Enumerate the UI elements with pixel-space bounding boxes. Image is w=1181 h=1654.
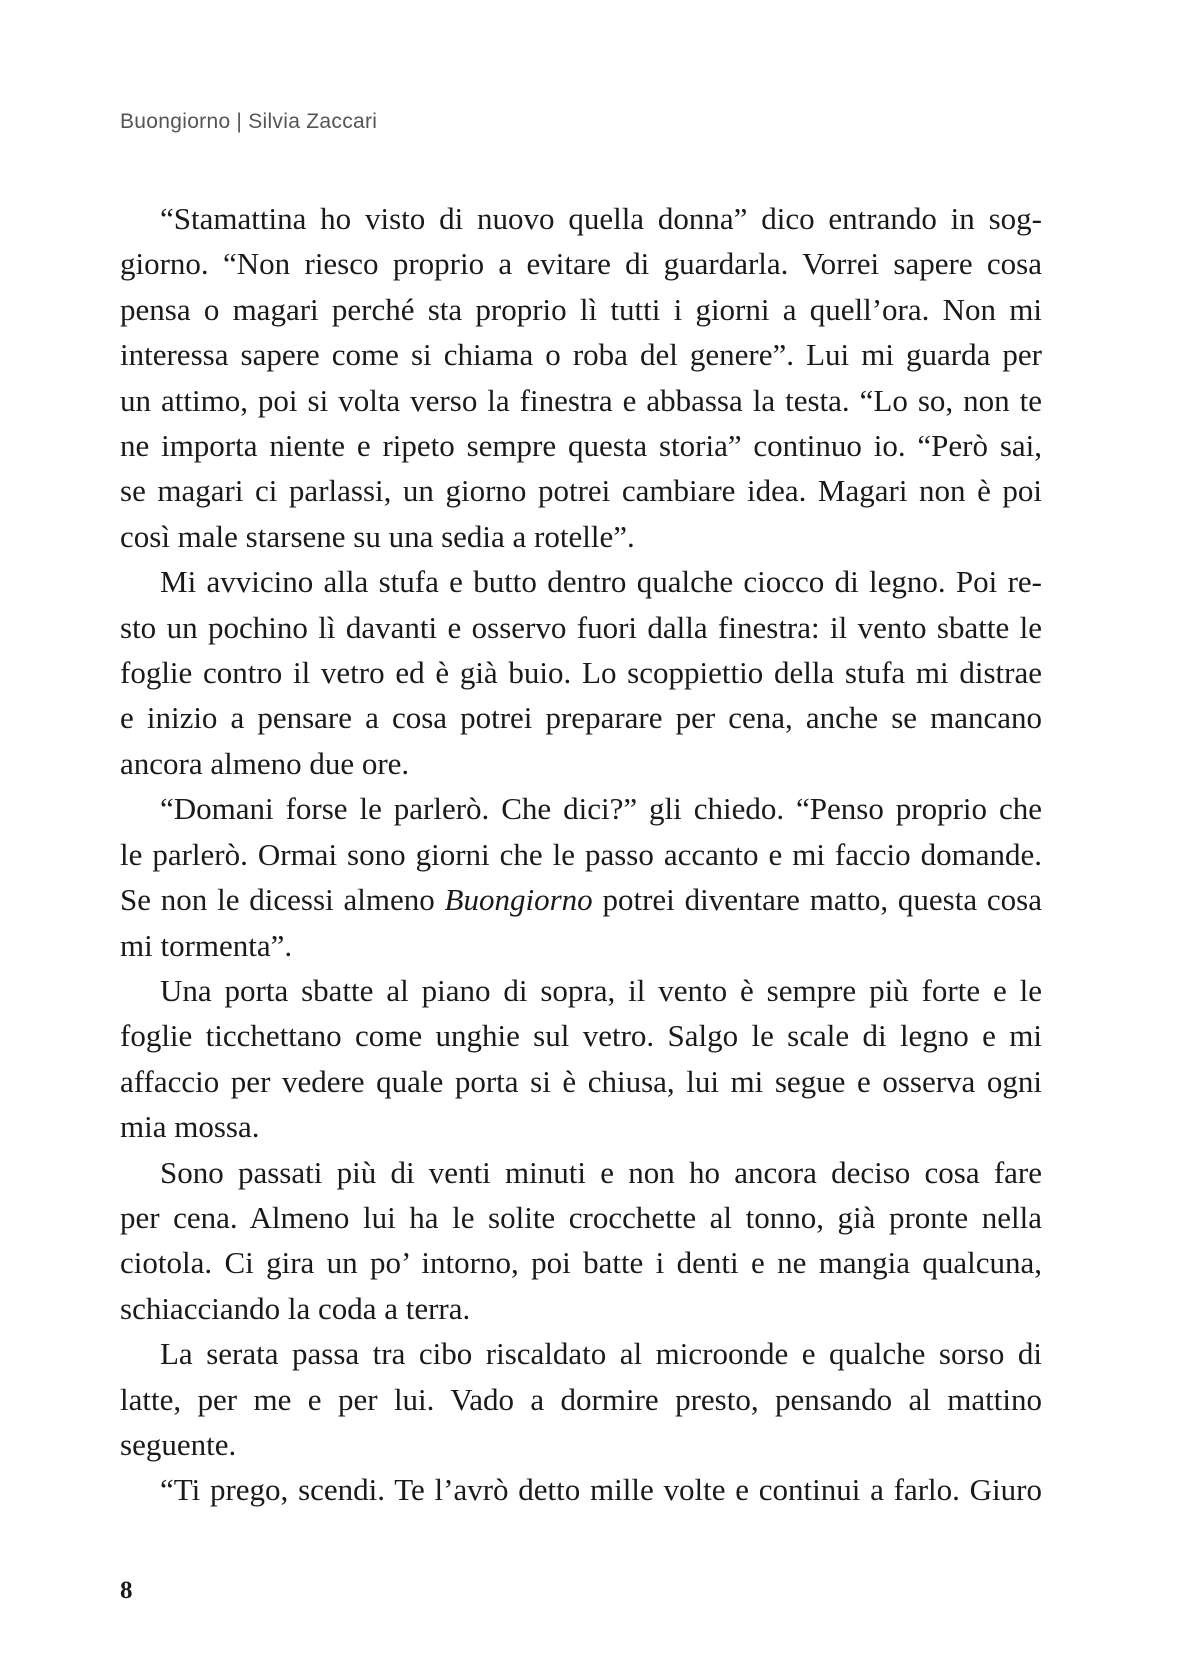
text-line: ciotola. Ci gira un po’ intorno, poi batte i denti e ne mangia qualcuna, [120, 1245, 1042, 1281]
text-line: mia mossa. [120, 1109, 260, 1145]
text-line: “Domani forse le parlerò. Che dici?” gli chiedo. “Penso proprio che [160, 791, 1042, 827]
text-line: interessa sapere come si chiama o roba del genere”. Lui mi guarda per [120, 337, 1042, 373]
text-line: schiacciando la coda a terra. [120, 1290, 471, 1326]
text-line: Sono passati più di venti minuti e non ho ancora deciso cosa fare [160, 1154, 1042, 1190]
text-line: affaccio per vedere quale porta si è chiusa, lui mi segue e osserva ogni [120, 1063, 1042, 1099]
text-fragment: Se non le dicessi almeno [120, 882, 445, 918]
text-line [120, 877, 1042, 922]
text-line: Una porta sbatte al piano di sopra, il vento è sempre più forte e le [160, 972, 1042, 1008]
text-line: un attimo, poi si volta verso la finestra e abbassa la testa. “Lo so, non te [120, 382, 1042, 418]
text-line: le parlerò. Ormai sono giorni che le passo accanto e mi faccio domande. [120, 836, 1042, 872]
paragraph-3 [120, 786, 1042, 968]
text-line: La serata passa tra cibo riscaldato al microonde e qualche sorso di [160, 1336, 1042, 1372]
text-line: per cena. Almeno lui ha le solite crocchette al tonno, già pronte nella [120, 1199, 1042, 1235]
text-line: sto un pochino lì davanti e osservo fuori dalla finestra: il vento sbatte le [120, 609, 1042, 645]
paragraph-2 [120, 559, 1042, 786]
text-line: Mi avvicino alla stufa e butto dentro qualche ciocco di legno. Poi re- [160, 564, 1042, 600]
text-line: “Stamattina ho visto di nuovo quella donna” dico entrando in sog- [160, 201, 1042, 236]
book-title: Buongiorno [120, 110, 231, 133]
paragraph-6 [120, 1331, 1042, 1467]
paragraph-7 [120, 1467, 1042, 1512]
text-fragment: potrei diventare matto, questa cosa [592, 882, 1042, 918]
text-line: ancora almeno due ore. [120, 745, 410, 781]
author-name: Silvia Zaccari [248, 110, 378, 133]
paragraph-5 [120, 1150, 1042, 1332]
text-line: foglie contro il vetro ed è già buio. Lo scoppiettio della stufa mi distrae [120, 655, 1042, 691]
text-line: giorno. “Non riesco proprio a evitare di guardarla. Vorrei sapere cosa [120, 246, 1042, 282]
text-line: se magari ci parlassi, un giorno potrei cambiare idea. Magari non è poi [120, 473, 1042, 509]
text-line: foglie ticchettano come unghie sul vetro. Salgo le scale di legno e mi [120, 1018, 1042, 1054]
running-header [120, 110, 377, 134]
text-line: latte, per me e per lui. Vado a dormire presto, pensando al mattino [120, 1381, 1042, 1417]
text-line: seguente. [120, 1426, 237, 1462]
page-number: 8 [120, 1577, 133, 1604]
paragraph-4 [120, 968, 1042, 1150]
text-line: pensa o magari perché sta proprio lì tutti i giorni a quell’ora. Non mi [120, 291, 1042, 327]
paragraph-1 [120, 196, 1042, 559]
header-separator: | [236, 110, 243, 133]
body-text [120, 196, 1042, 1513]
text-line: e inizio a pensare a cosa potrei preparare per cena, anche se mancano [120, 700, 1042, 736]
text-line: ne importa niente e ripeto sempre questa storia” continuo io. “Però sai, [120, 428, 1042, 464]
text-line: così male starsene su una sedia a rotelle”. [120, 518, 635, 554]
italic-word: Buongiorno [444, 882, 593, 918]
text-line: “Ti prego, scendi. Te l’avrò detto mille volte e continui a farlo. Giuro [160, 1472, 1042, 1508]
text-line: mi tormenta”. [120, 927, 293, 963]
